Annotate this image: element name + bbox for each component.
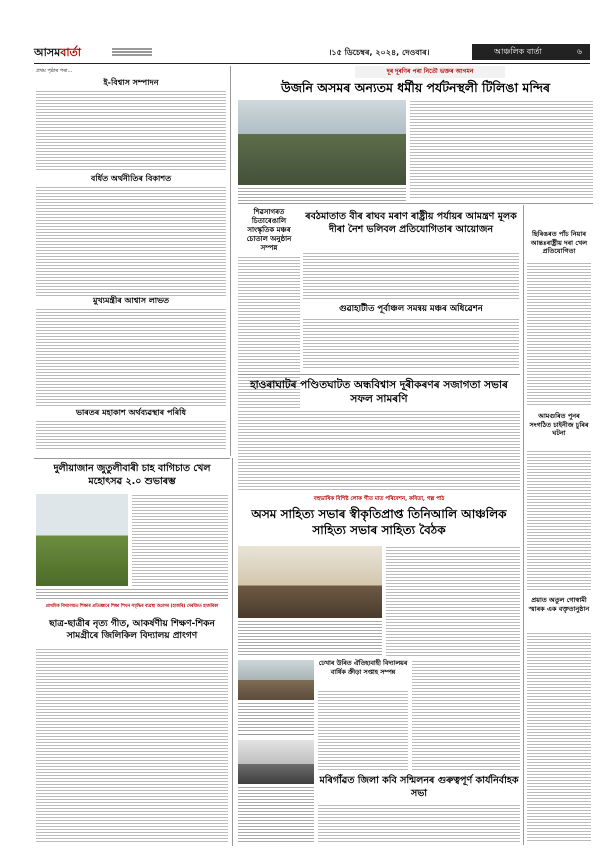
right-headline-2: আমগুৰিত পুনৰ সংগঠিত চাইনীজ চুৰিৰ ঘটনা	[529, 412, 589, 437]
school-kicker: প্ৰাথমিক বিদ্যালয়ত শিক্ষাৰ প্ৰতিজ্ঞাৰে শিক্ষা শিখন সমৃদ্ধিৰ ব্যৱস্থা অগ্ৰসৰ (হাজৰি) দেৰজিত হাজৰিকা	[45, 604, 219, 609]
col1-body-2	[36, 186, 226, 296]
sports-body	[318, 690, 408, 770]
col1-subhead-2: বৰ্ধিত অৰ্থনীতিৰ বিকাশত	[90, 174, 172, 183]
sahitya-body-2	[412, 660, 520, 770]
right-headline-1: ছিৰিঙৰত পাঁচ নিয়াৰ আন্তঃৰাষ্ট্ৰীয় দৰা খেল প্ৰতিযোগিতা	[530, 230, 588, 255]
sahitya-caption	[238, 620, 382, 656]
volleyball-headline: ৰবঠমাতাত বীৰ ৰাঘব মৰাণ ৰাষ্ট্ৰীয় পৰ্যায়ৰ আমন্ত্ৰণ মূলক দীৰা নৈশ ভলিবল প্ৰতিযোগিতাৰ আয়োজন	[305, 211, 517, 235]
section-label: আঞ্চলিক বাৰ্তা	[494, 47, 542, 56]
kobi-body	[318, 804, 520, 844]
sahitya-photo	[238, 546, 382, 618]
sports-caption	[238, 702, 314, 732]
col-divider-2	[232, 458, 233, 846]
tiling-caption	[238, 187, 406, 201]
hawraghat-headline: হাওৰাঘাটৰ পণ্ডিতঘাটত অন্ধবিশ্বাস দূৰীকৰণৰ সজাগতা সভাৰ সফল সামৰণি	[250, 379, 508, 405]
duliajan-photo	[36, 494, 128, 586]
right-body-1	[527, 262, 591, 407]
kobi-headline: মৰিগাঁৱত জিলা কবি সন্মিলনৰ গুৰুত্বপূৰ্ণ কাৰ্যনিৰ্বাহক সভা	[319, 775, 519, 799]
col1-subhead-3: মুখ্যমন্ত্ৰীৰ আশ্বাস লাভত	[92, 296, 170, 305]
volleyball-body	[303, 252, 519, 300]
duliajan-body	[132, 494, 228, 586]
tiling-kicker-text: দূৰ দূৰণিৰ পৰা নিতৌ ভক্তৰ আগমন	[386, 68, 474, 75]
sahitya-headline: অসম সাহিত্য সভাৰ স্বীকৃতিপ্ৰাপ্ত তিনিআলি আঞ্চলিক সাহিত্য সভাৰ সাহিত্য বৈঠক	[251, 507, 507, 537]
rule-2	[238, 374, 520, 375]
right-body-3	[527, 632, 591, 842]
section-tab	[472, 44, 590, 60]
masthead-contact-lines	[112, 47, 152, 57]
masthead	[34, 44, 590, 62]
school-body	[36, 648, 228, 843]
sports-photo	[238, 660, 314, 700]
col1-body-3	[36, 308, 226, 408]
masthead-rule	[34, 63, 590, 64]
hawraghat-body	[238, 410, 520, 490]
right-headline-3: প্ৰয়াত অতুল গোস্বামী স্মাৰক এক বক্তৃতানুষ্ঠান	[528, 596, 590, 613]
logo	[34, 46, 94, 59]
sahitya-kicker: বহুভাষিক বিশিষ্ট লোক গীত মাত পৰিবেশন, কবিতা, গল্প পাঠ	[313, 496, 445, 502]
date-line: ।১৫ ডিচেম্বৰ, ২০২৪, দেওবাৰ।	[328, 48, 430, 57]
tiling-headline: উজনি অসমৰ অন্যতম ধৰ্মীয় পৰ্যটনস্থলী টিলিঙা মন্দিৰ	[280, 80, 551, 95]
page-number: ৬	[576, 47, 582, 56]
duliajan-caption	[36, 588, 228, 600]
rule-3	[34, 458, 230, 459]
tiling-kicker	[355, 66, 505, 78]
duliajan-headline: দুলীয়াজান জুতুলীবাৰী চাহ বাগিচাত খেল মহোৎসৱ ২.০ শুভাৰম্ভ	[53, 463, 211, 487]
col1-body-4	[36, 420, 226, 450]
sahitya-kicker-bar	[238, 494, 520, 504]
tiling-photo	[238, 100, 406, 185]
jump-kicker: প্ৰথম পৃষ্ঠাৰ পৰা...	[36, 68, 73, 74]
guwahati-body	[303, 318, 519, 370]
rule-4	[238, 734, 314, 735]
right-body-2	[527, 450, 591, 590]
sahitya-body	[386, 546, 520, 656]
col1-subhead-1: ই-বিশ্বাস সম্পাদন	[103, 78, 159, 87]
kobi-photo	[238, 740, 314, 784]
col1-subhead-4: ভাৰতৰ মহাকাশ অৰ্থব্যৱস্থাৰ পৰিধি	[76, 408, 186, 417]
sibsagar-headline: শিৱসাগৰত চিতাৰেঙালি সাংস্কৃতিক মঞ্চৰ চোতাল অনুষ্ঠান সম্পন্ন	[246, 208, 292, 252]
col-divider-1	[230, 66, 231, 456]
guwahati-headline: গুৱাহাটীত পূৰ্বাঞ্চল সমন্বয় মঞ্চৰ অধিৱেশন	[339, 304, 483, 314]
sports-headline: ঢেখাৰ উৰিত ঐতিহ্যবাহী বিদ্যালয়ৰ বাৰ্ষিক ক্ৰীড়া সপ্তাহ সম্পন্ন	[318, 660, 408, 676]
school-headline: ছাত্ৰ-ছাত্ৰীৰ নৃত্য গীত, আকৰ্ষণীয় শিক্ষণ-শিকন সামগ্ৰীৰে জিলিকিল বিদ্যালয় প্ৰাংগণ	[49, 619, 215, 641]
kobi-caption	[238, 786, 314, 844]
col1-body-1	[36, 90, 226, 170]
logo-right: বাৰ্তা	[60, 46, 81, 59]
col-divider-right	[523, 205, 524, 845]
rule-1	[238, 203, 593, 204]
tiling-body	[410, 100, 593, 200]
logo-left: আসম	[34, 46, 61, 59]
